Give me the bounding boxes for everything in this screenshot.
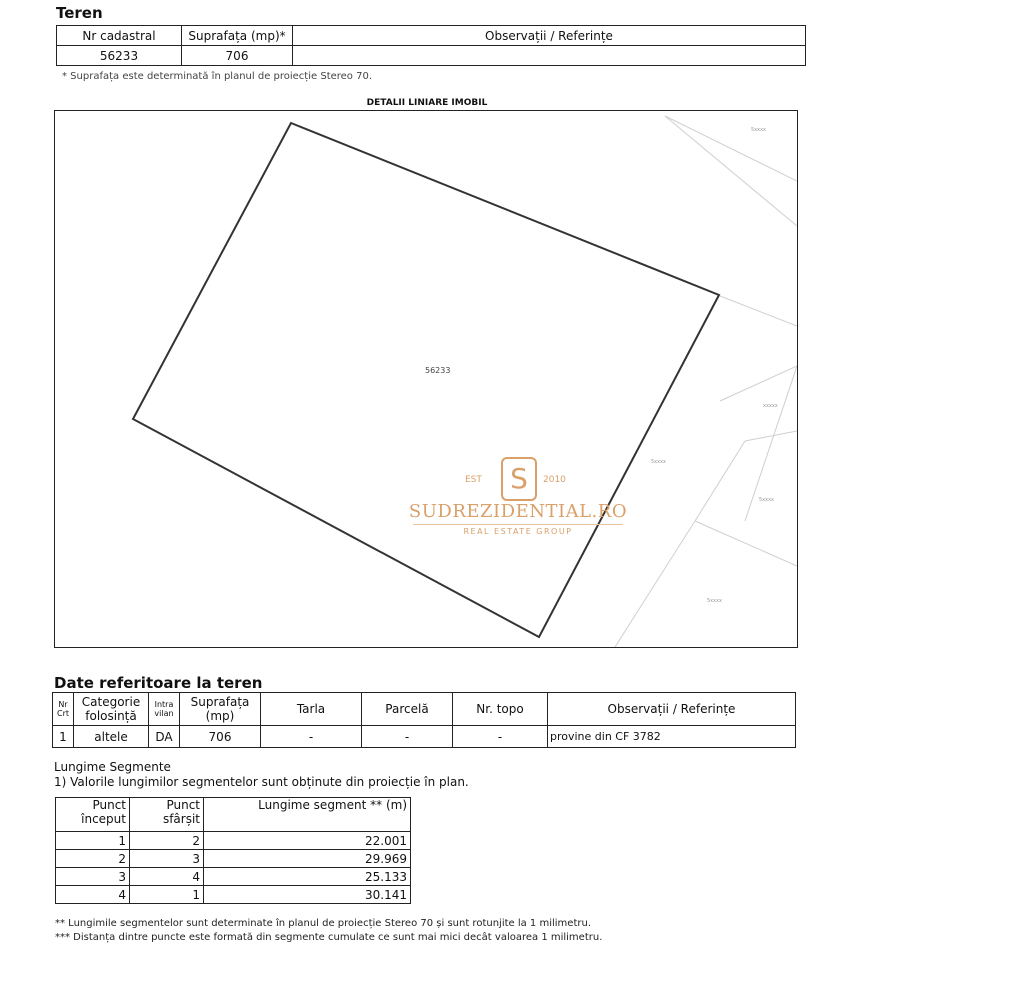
cell-end: 4 — [130, 868, 204, 886]
parcel-label: 56233 — [425, 366, 451, 375]
header-suprafata: Suprafața (mp)* — [182, 26, 293, 46]
header-categorie: Categorie folosință — [74, 693, 149, 726]
header-nr-cadastral: Nr cadastral — [57, 26, 182, 46]
map-title: DETALII LINIARE IMOBIL — [366, 98, 488, 108]
watermark-year: 2010 — [543, 475, 566, 485]
date-teren-table — [52, 692, 796, 748]
watermark — [405, 455, 631, 536]
cell-end: 3 — [130, 850, 204, 868]
cell-end: 1 — [130, 886, 204, 904]
segments-subtitle: 1) Valorile lungimilor segmentelor sunt obținute din proiecție în plan. — [54, 775, 469, 789]
cell-tarla: - — [261, 726, 362, 748]
table-row — [56, 886, 411, 904]
neighbor-label: 5xxxx — [707, 598, 723, 604]
logo-icon: S — [501, 457, 537, 501]
segments-table — [55, 797, 411, 904]
header-tarla: Tarla — [261, 693, 362, 726]
watermark-tagline: REAL ESTATE GROUP — [413, 524, 623, 536]
cell-length: 30.141 — [204, 886, 411, 904]
neighbor-label: 5xxxx — [759, 497, 775, 503]
date-teren-title: Date referitoare la teren — [54, 674, 263, 692]
cell-observatii: provine din CF 3782 — [548, 726, 796, 748]
cell-parcela: - — [362, 726, 453, 748]
header-intravilan: Intra vilan — [149, 693, 180, 726]
segments-note-2: *** Distanța dintre puncte este formată din segmente cumulate ce sunt mai mici decât valoarea 1 milimetru. — [55, 932, 603, 943]
header-nr-crt: Nr Crt — [53, 693, 74, 726]
cell-intravilan: DA — [149, 726, 180, 748]
cell-suprafata: 706 — [182, 46, 293, 66]
segments-title: Lungime Segmente — [54, 760, 171, 774]
cell-start: 2 — [56, 850, 130, 868]
cell-start: 3 — [56, 868, 130, 886]
table-row — [56, 832, 411, 850]
cell-categorie: altele — [74, 726, 149, 748]
cell-start: 1 — [56, 832, 130, 850]
cell-nr-cadastral: 56233 — [57, 46, 182, 66]
cell-nr-crt: 1 — [53, 726, 74, 748]
header-lungime-segment: Lungime segment ** (m) — [204, 798, 411, 832]
parcel-map-svg — [55, 111, 797, 647]
neighbor-label: 5xxxx — [751, 127, 767, 133]
cell-suprafata: 706 — [180, 726, 261, 748]
neighbor-label: xxxxx — [763, 403, 778, 409]
header-observatii: Observații / Referințe — [293, 26, 806, 46]
teren-table — [56, 25, 806, 66]
neighbor-boundaries — [615, 116, 797, 647]
watermark-brand: SUDREZIDENTIAL.RO — [408, 501, 628, 522]
cell-nr-topo: - — [453, 726, 548, 748]
cell-start: 4 — [56, 886, 130, 904]
neighbor-label: 5xxxx — [651, 459, 667, 465]
header-punct-inceput: Punct început — [56, 798, 130, 832]
header-punct-sfarsit: Punct sfârșit — [130, 798, 204, 832]
teren-title: Teren — [56, 4, 103, 22]
watermark-est: EST — [465, 475, 482, 485]
cell-length: 29.969 — [204, 850, 411, 868]
header-observatii: Observații / Referințe — [548, 693, 796, 726]
header-nr-topo: Nr. topo — [453, 693, 548, 726]
cell-length: 22.001 — [204, 832, 411, 850]
table-row — [56, 868, 411, 886]
header-parcela: Parcelă — [362, 693, 453, 726]
cell-length: 25.133 — [204, 868, 411, 886]
segments-note-1: ** Lungimile segmentelor sunt determinate în planul de proiecție Stereo 70 și sunt rotunjite la 1 milimetru. — [55, 918, 591, 929]
teren-note: * Suprafața este determinată în planul de proiecție Stereo 70. — [62, 71, 373, 82]
parcel-polygon — [133, 123, 719, 637]
parcel-map — [54, 110, 798, 648]
table-row — [56, 850, 411, 868]
header-suprafata: Suprafața (mp) — [180, 693, 261, 726]
cell-end: 2 — [130, 832, 204, 850]
cell-observatii — [293, 46, 806, 66]
